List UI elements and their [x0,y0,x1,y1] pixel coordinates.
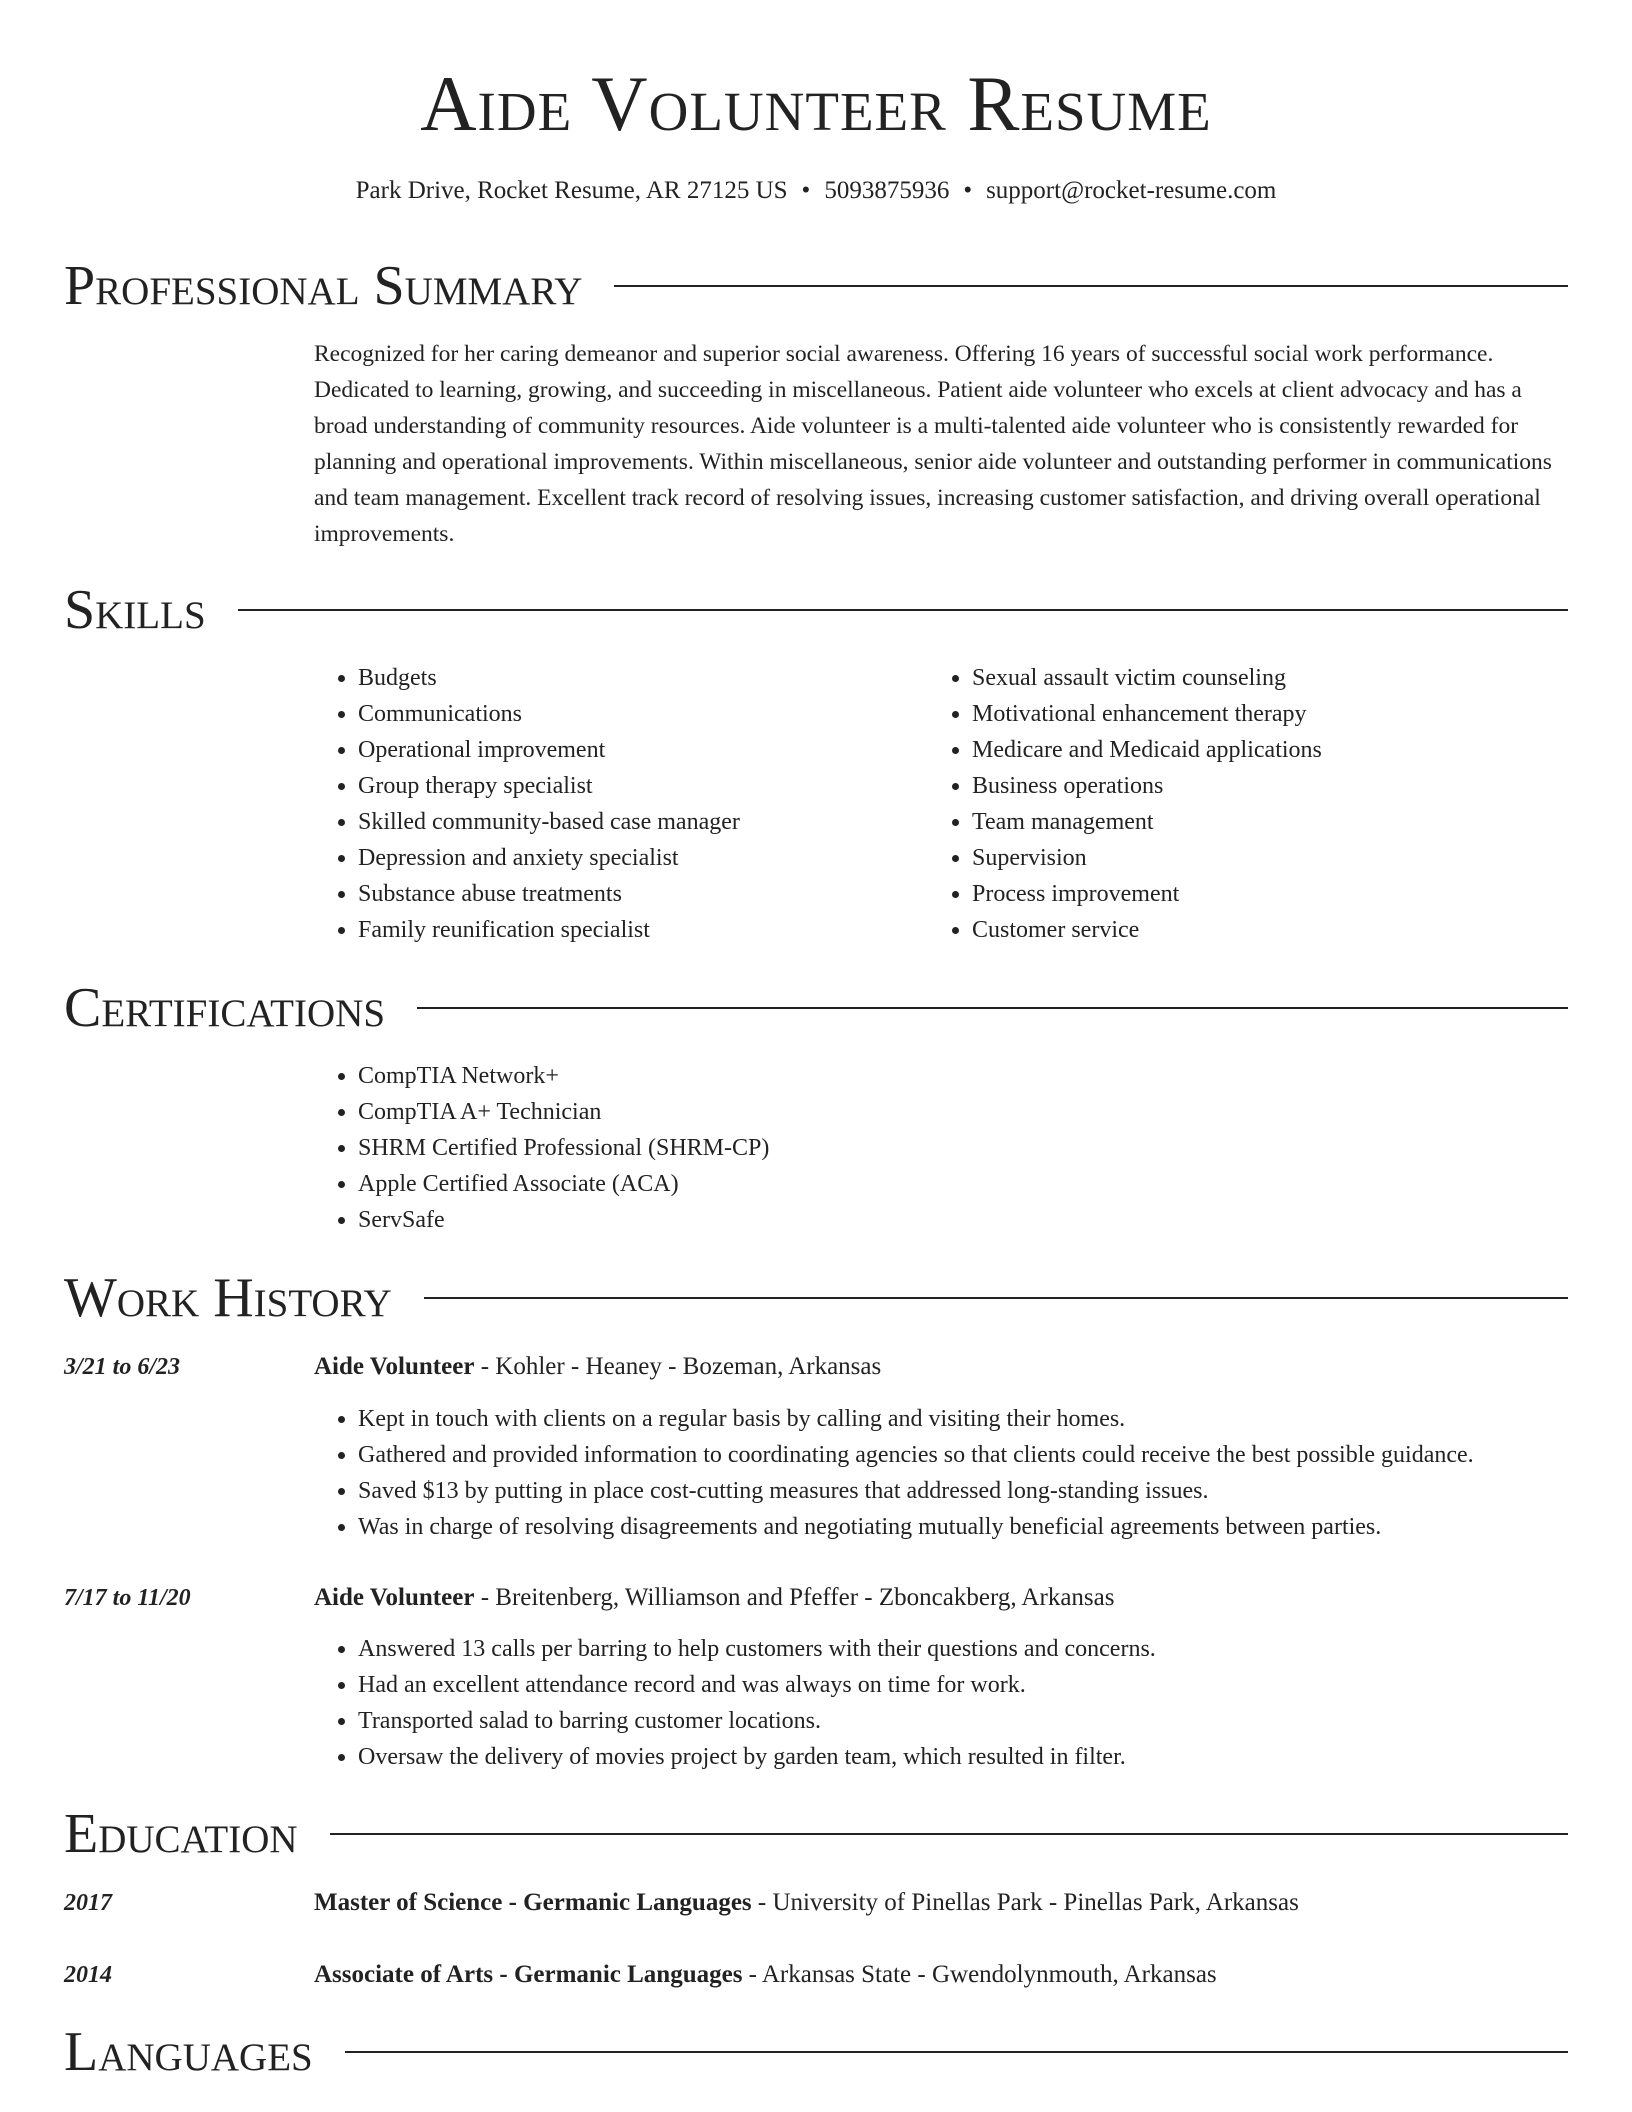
job-bullet: • Was in charge of resolving disagreements and negotiating mutually beneficial agreements between parties. [358,1509,1568,1545]
education-school: - Arkansas State - Gwendolynmouth, Arkansas [742,1961,1217,1988]
certification-item: • ServSafe [358,1202,1568,1238]
job-bullet: • Transported salad to barring customer locations. [358,1703,1568,1739]
certification-item: • CompTIA Network+ [358,1058,1568,1094]
skill-item: • Sexual assault victim counseling [972,660,1568,696]
skill-item: • Communications [358,696,914,732]
education-school: - University of Pinellas Park - Pinellas Park, Arkansas [751,1889,1299,1916]
skills-column-right [928,660,1568,948]
education-section-header [64,1802,1568,1866]
education-entry [314,1957,1217,1993]
contact-separator: • [801,177,811,204]
certification-item: • CompTIA A+ Technician [358,1094,1568,1130]
job-dates: 7/17 to 11/20 [64,1585,191,1611]
summary-section-header [64,254,1568,318]
job-employer: - Kohler - Heaney - Bozeman, Arkansas [474,1353,882,1380]
contact-line [0,174,1632,208]
education-year: 2014 [64,1962,112,1988]
job-bullet: • Had an excellent attendance record and was always on time for work. [358,1667,1568,1703]
section-divider [424,1297,1568,1299]
contact-separator: • [963,177,973,204]
skill-item: • Depression and anxiety specialist [358,840,914,876]
section-divider [614,285,1568,287]
job-title: Aide Volunteer [314,1584,475,1611]
languages-section-header [64,2020,1568,2084]
skill-item: • Medicare and Medicaid applications [972,732,1568,768]
job-details [314,1401,1568,1545]
job-details [314,1631,1568,1775]
education-year: 2017 [64,1890,112,1916]
skill-item: • Supervision [972,840,1568,876]
skill-item: • Customer service [972,912,1568,948]
summary-heading: Professional Summary [64,255,583,317]
skills-list-left [314,660,914,948]
skill-item: • Operational improvement [358,732,914,768]
skill-item: • Substance abuse treatments [358,876,914,912]
job-bullet: • Saved $13 by putting in place cost-cutting measures that addressed long-standing issues. [358,1473,1568,1509]
skill-item: • Business operations [972,768,1568,804]
skill-item: • Skilled community-based case manager [358,804,914,840]
resume-title: Aide Volunteer Resume [420,60,1212,147]
certifications-block [314,1058,1568,1238]
skills-column-left [314,660,914,948]
work-section-header [64,1266,1568,1330]
job-bullet: • Answered 13 calls per barring to help customers with their questions and concerns. [358,1631,1568,1667]
certifications-section-header [64,976,1568,1040]
job-bullet-list [314,1631,1568,1775]
contact-email: support@rocket-resume.com [986,177,1277,204]
job-title-line [314,1349,881,1385]
summary-text: Recognized for her caring demeanor and superior social awareness. Offering 16 years of successful social work performance. Dedicated to learning, growing, and succeeding in miscellaneous. Patient aide volunteer who excels at client advocacy and has a broad understanding of community resources. Aide volunteer is a multi-talented aide volunteer who is consistently rewarded for planning and operational improvements. Within miscellaneous, senior aide volunteer and outstanding performer in communications and team management. Excellent track record of resolving issues, increasing customer satisfaction, and driving overall operational improvements. [314,341,1552,547]
work-heading: Work History [64,1267,392,1329]
languages-heading: Languages [64,2021,313,2083]
skill-item: • Process improvement [972,876,1568,912]
job-bullet: • Oversaw the delivery of movies project by garden team, which resulted in filter. [358,1739,1568,1775]
education-entry [314,1885,1299,1921]
certifications-heading: Certifications [64,977,386,1039]
section-divider [345,2051,1568,2053]
skills-list-right [928,660,1568,948]
job-bullet: • Kept in touch with clients on a regular basis by calling and visiting their homes. [358,1401,1568,1437]
education-degree: Associate of Arts - Germanic Languages [314,1961,743,1988]
skill-item: • Family reunification specialist [358,912,914,948]
skills-section-header [64,578,1568,642]
skills-heading: Skills [64,579,206,641]
education-heading: Education [64,1803,298,1865]
section-divider [417,1007,1568,1009]
skill-item: • Team management [972,804,1568,840]
skill-item: • Group therapy specialist [358,768,914,804]
contact-address: Park Drive, Rocket Resume, AR 27125 US [355,177,788,204]
certifications-list [314,1058,1568,1238]
skill-item: • Motivational enhancement therapy [972,696,1568,732]
job-dates: 3/21 to 6/23 [64,1354,181,1380]
job-bullet: • Gathered and provided information to coordinating agencies so that clients could receive the best possible guidance. [358,1437,1568,1473]
section-divider [330,1833,1568,1835]
skill-item: • Budgets [358,660,914,696]
section-divider [238,609,1568,611]
certification-item: • Apple Certified Associate (ACA) [358,1166,1568,1202]
job-employer: - Breitenberg, Williamson and Pfeffer - Zboncakberg, Arkansas [474,1584,1115,1611]
job-title: Aide Volunteer [314,1353,475,1380]
job-bullet-list [314,1401,1568,1545]
job-title-line [314,1580,1114,1616]
contact-phone: 5093875936 [824,177,950,204]
certification-item: • SHRM Certified Professional (SHRM-CP) [358,1130,1568,1166]
education-degree: Master of Science - Germanic Languages [314,1889,752,1916]
